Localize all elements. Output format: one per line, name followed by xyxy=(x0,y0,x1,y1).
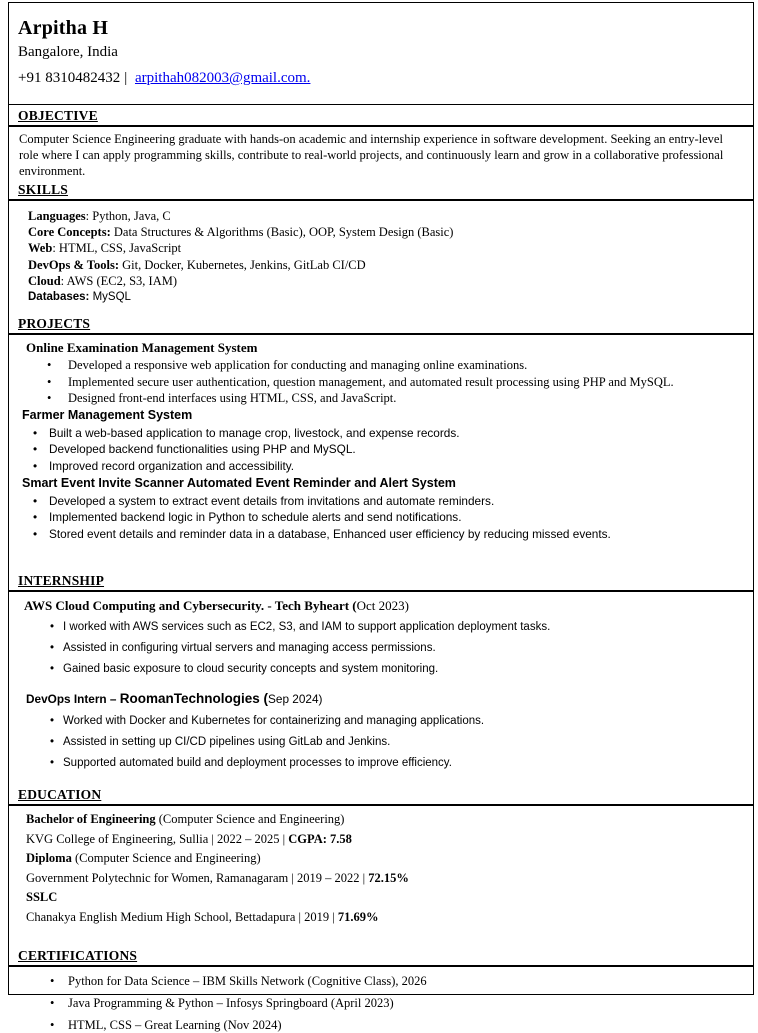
bullet-text: Developed a system to extract event details from invitations and automate reminders. xyxy=(49,493,495,508)
education-heading xyxy=(9,784,753,806)
skill-value: : HTML, CSS, JavaScript xyxy=(52,241,182,256)
internship-date: Oct 2023) xyxy=(356,598,409,614)
project-title-farmer-management: Farmer Management System xyxy=(22,408,193,423)
degree-name: Diploma xyxy=(26,851,72,866)
education-school-polytechnic xyxy=(9,869,753,889)
internship-bullets xyxy=(9,714,753,771)
education-heading-text: EDUCATION xyxy=(18,787,102,803)
projects-heading xyxy=(9,313,753,335)
candidate-location: Bangalore, India xyxy=(18,44,118,60)
education-degree-sslc xyxy=(9,888,753,908)
degree-detail: (Computer Science and Engineering) xyxy=(155,812,345,827)
education-list xyxy=(9,810,753,927)
skill-label: Languages xyxy=(28,209,86,223)
bullet-text: Python for Data Science – IBM Skills Network (Cognitive Class), 2026 xyxy=(68,974,427,989)
project-bullets xyxy=(9,425,753,475)
project-bullets xyxy=(9,357,753,406)
skill-row-languages xyxy=(9,208,753,224)
list-item xyxy=(33,458,753,475)
bullet-text: Gained basic exposure to cloud security concepts and system monitoring. xyxy=(63,663,439,676)
skill-label: Databases: xyxy=(28,291,90,304)
skill-label: Core Concepts: xyxy=(28,225,111,240)
list-item xyxy=(50,662,753,677)
project-title-smart-event-invite: Smart Event Invite Scanner Automated Event Reminder and Alert System xyxy=(22,476,456,491)
grade-value: CGPA: 7.58 xyxy=(288,831,352,846)
education-degree-be xyxy=(9,810,753,830)
bullet-text: Stored event details and reminder data in a database, Enhanced user efficiency by reducing missed events. xyxy=(49,526,611,541)
education-school-kvg xyxy=(9,830,753,850)
list-item xyxy=(50,735,753,750)
bullet-icon xyxy=(50,996,68,1011)
skill-row-devops-tools xyxy=(9,257,753,273)
bullet-text: Developed backend functionalities using PHP and MySQL. xyxy=(49,442,356,457)
bullet-icon xyxy=(50,756,63,771)
internship-title-aws xyxy=(24,597,753,614)
bullet-text: Java Programming & Python – Infosys Springboard (April 2023) xyxy=(68,996,394,1011)
education-degree-diploma xyxy=(9,849,753,869)
list-item xyxy=(47,374,753,390)
bullet-icon xyxy=(50,641,63,656)
project-title-online-examination: Online Examination Management System xyxy=(26,340,258,356)
bullet-text: Implemented secure user authentication, question management, and automated result processing using PHP and MySQL. xyxy=(68,374,674,389)
bullet-icon xyxy=(33,441,49,458)
skill-value: : Python, Java, C xyxy=(85,209,171,223)
bullet-icon xyxy=(50,662,63,677)
skill-row-databases xyxy=(9,289,753,305)
skills-list xyxy=(9,208,753,305)
list-item xyxy=(33,526,753,543)
header xyxy=(9,3,753,89)
bullet-icon xyxy=(50,1018,68,1033)
bullet-icon xyxy=(33,509,49,526)
list-item xyxy=(50,641,753,656)
grade-value: 71.69% xyxy=(337,909,379,924)
bullet-icon xyxy=(33,458,49,475)
skills-heading-text: SKILLS xyxy=(18,182,68,197)
bullet-text: Improved record organization and accessibility. xyxy=(49,458,295,473)
list-item xyxy=(47,357,753,373)
internship-company: RoomanTechnologies ( xyxy=(119,691,269,707)
list-item xyxy=(47,390,753,406)
list-item xyxy=(50,1018,753,1033)
certifications-list xyxy=(9,974,753,1033)
email-link[interactable]: arpithah082003@gmail.com. xyxy=(134,70,311,86)
skill-value: : AWS (EC2, S3, IAM) xyxy=(60,273,178,288)
list-item xyxy=(33,441,753,458)
internship-date: Sep 2024) xyxy=(268,692,323,707)
bullet-text: Implemented backend logic in Python to schedule alerts and send notifications. xyxy=(49,510,462,525)
bullet-text: Assisted in setting up CI/CD pipelines using GitLab and Jenkins. xyxy=(63,736,391,749)
internship-role-company: AWS Cloud Computing and Cybersecurity. - Tech Byheart ( xyxy=(24,598,357,614)
list-item xyxy=(33,493,753,510)
list-item xyxy=(50,620,753,635)
skill-value: Data Structures & Algorithms (Basic), OOP, System Design (Basic) xyxy=(110,225,454,240)
degree-name: Bachelor of Engineering xyxy=(26,812,156,827)
education-school-chanakya xyxy=(9,908,753,928)
list-item xyxy=(50,714,753,729)
project-bullets xyxy=(9,493,753,543)
bullet-icon xyxy=(50,620,63,635)
skill-row-cloud xyxy=(9,273,753,289)
skill-label: DevOps & Tools: xyxy=(28,257,119,272)
bullet-icon xyxy=(50,714,63,729)
skill-value: MySQL xyxy=(89,291,131,304)
resume-page xyxy=(8,2,754,1033)
bullet-icon xyxy=(50,735,63,750)
skills-heading xyxy=(9,179,753,201)
objective-heading-text: OBJECTIVE xyxy=(18,108,98,123)
bullet-icon xyxy=(50,974,68,989)
internship-heading xyxy=(9,570,753,592)
contact-separator: | xyxy=(124,70,128,86)
skill-row-web xyxy=(9,240,753,256)
bullet-text: Assisted in configuring virtual servers and managing access permissions. xyxy=(63,642,436,655)
bullet-text: Worked with Docker and Kubernetes for containerizing and managing applications. xyxy=(63,715,485,728)
list-item xyxy=(33,425,753,442)
skill-row-core-concepts xyxy=(9,224,753,240)
bullet-icon xyxy=(47,374,68,390)
bullet-icon xyxy=(47,357,68,373)
bullet-icon xyxy=(33,493,49,510)
school-detail: Government Polytechnic for Women, Ramanagaram | 2019 – 2022 | xyxy=(26,870,369,885)
bullet-text: I worked with AWS services such as EC2, S3, and IAM to support application deployment tasks. xyxy=(63,621,551,634)
skill-label: Web xyxy=(28,241,53,256)
degree-detail: (Computer Science and Engineering) xyxy=(71,851,261,866)
bullet-text: Built a web-based application to manage crop, livestock, and expense records. xyxy=(49,425,460,440)
school-detail: Chanakya English Medium High School, Bettadapura | 2019 | xyxy=(26,909,338,924)
bullet-text: Designed front-end interfaces using HTML, CSS, and JavaScript. xyxy=(68,390,397,405)
bullet-text: Supported automated build and deployment processes to improve efficiency. xyxy=(63,757,452,770)
objective-text: Computer Science Engineering graduate with hands-on academic and internship experience in software development. Seeking an entry-level role where I can apply programming skills, contribute to real-world projects, and continuously learn and grow in a collaborative professional environment. xyxy=(19,132,724,178)
list-item xyxy=(50,996,753,1011)
grade-value: 72.15% xyxy=(368,870,409,885)
skill-label: Cloud xyxy=(28,273,61,288)
internship-bullets xyxy=(9,620,753,677)
phone-number: +91 8310482432 xyxy=(18,70,121,86)
bullet-icon xyxy=(47,390,68,406)
internship-role: DevOps Intern – xyxy=(26,692,120,707)
bullet-text: HTML, CSS – Great Learning (Nov 2024) xyxy=(68,1018,282,1033)
skill-value: Git, Docker, Kubernetes, Jenkins, GitLab CI/CD xyxy=(119,257,366,272)
school-detail: KVG College of Engineering, Sullia | 2022 – 2025 | xyxy=(26,831,289,846)
certifications-heading-text: CERTIFICATIONS xyxy=(18,948,138,964)
list-item xyxy=(33,509,753,526)
contact-line xyxy=(18,68,753,89)
internship-heading-text: INTERNSHIP xyxy=(18,573,105,589)
certifications-heading xyxy=(9,945,753,967)
list-item xyxy=(50,974,753,989)
degree-name: SSLC xyxy=(26,890,58,905)
objective-heading xyxy=(9,105,753,127)
projects-heading-text: PROJECTS xyxy=(18,316,91,332)
candidate-name: Arpitha H xyxy=(18,17,109,39)
bullet-text: Developed a responsive web application for conducting and managing online examinations. xyxy=(68,358,528,373)
list-item xyxy=(50,756,753,771)
internship-title-devops xyxy=(26,690,753,708)
bullet-icon xyxy=(33,526,49,543)
bullet-icon xyxy=(33,425,49,442)
